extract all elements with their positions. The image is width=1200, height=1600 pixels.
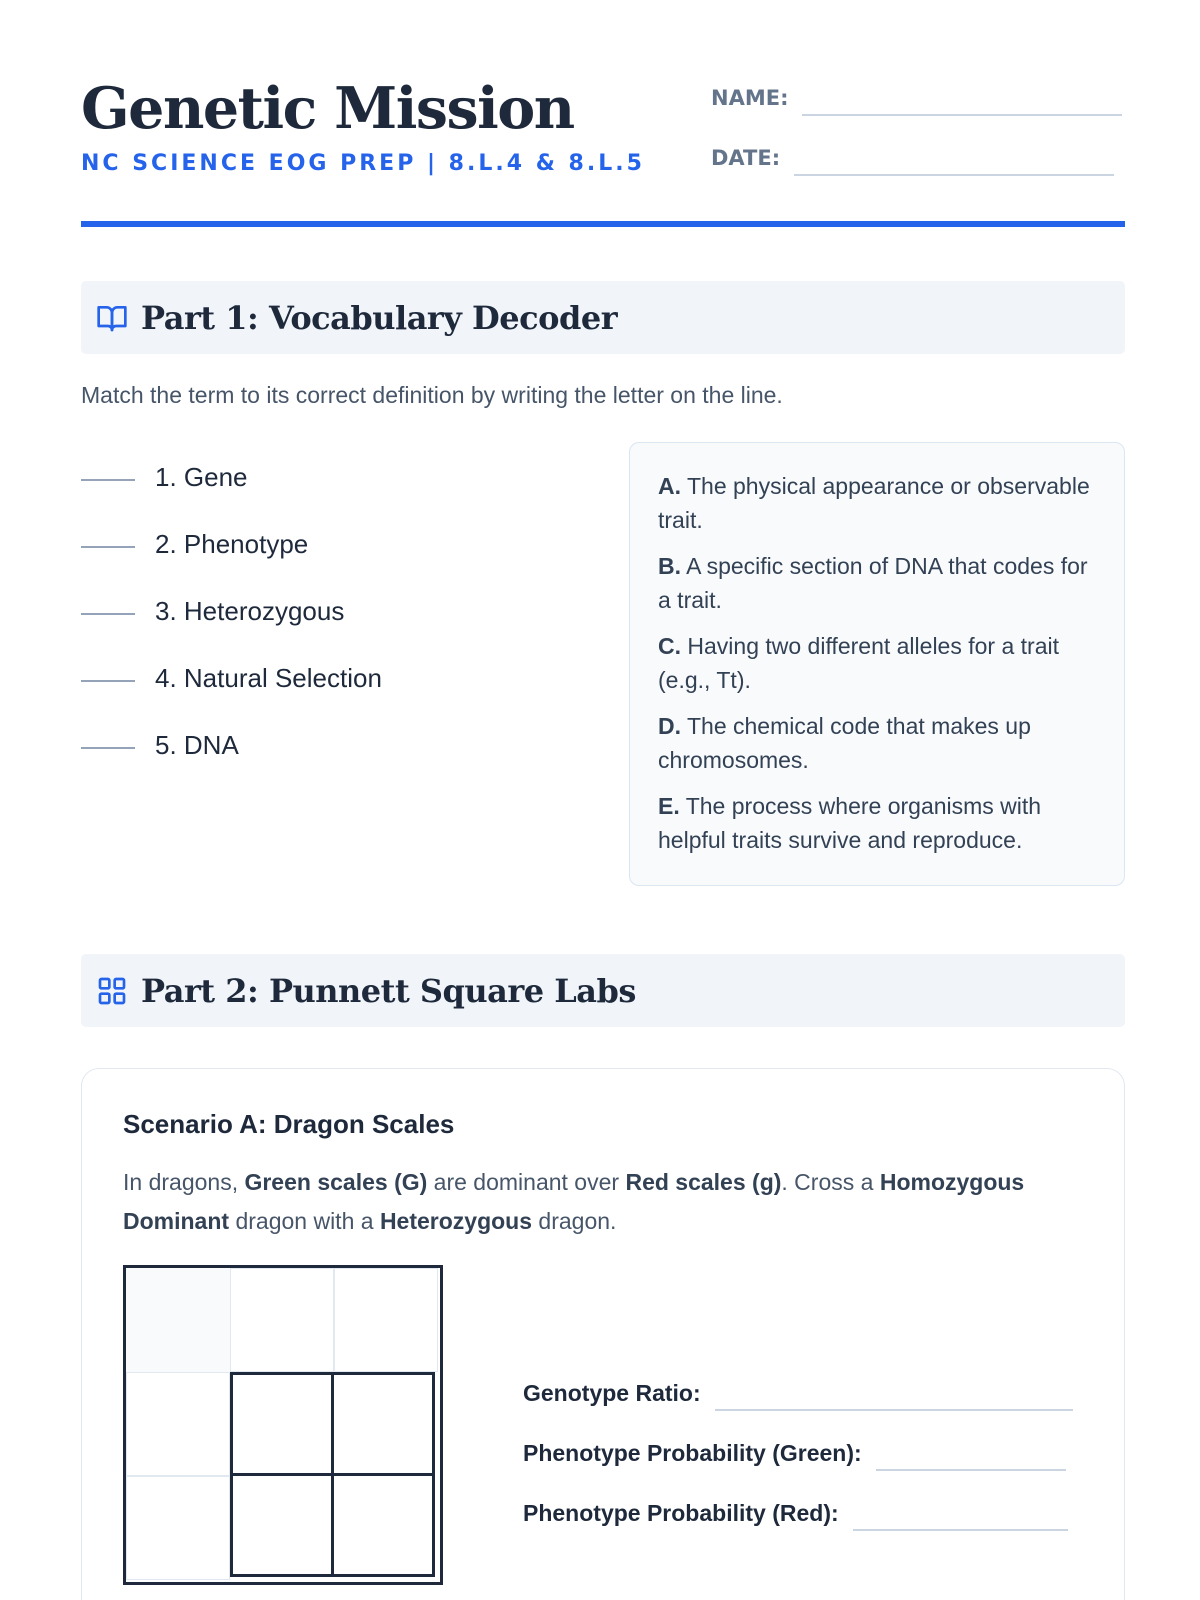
punnett-header-cell[interactable]: [126, 1372, 230, 1476]
answer-fields: [523, 1347, 1073, 1527]
answer-blank[interactable]: [81, 680, 135, 682]
term-label: 3. Heterozygous: [155, 596, 345, 626]
part2-header: [81, 954, 1125, 1027]
punnett-offspring-cell[interactable]: [230, 1473, 334, 1577]
term-item: [81, 444, 581, 511]
term-item: [81, 712, 581, 779]
grid-icon: [95, 974, 129, 1008]
definition-letter: B.: [658, 553, 681, 579]
definition-letter: E.: [658, 793, 680, 819]
header-divider: [81, 221, 1125, 227]
page-title: Genetic Mission: [81, 75, 574, 142]
definition-item: [658, 789, 1098, 857]
text-emphasis: Red scales (g): [625, 1169, 782, 1195]
definition-item: [658, 709, 1098, 777]
text-emphasis: Heterozygous: [379, 1208, 533, 1234]
genotype-ratio-field[interactable]: [523, 1347, 1073, 1407]
definition-text: A specific section of DNA that codes for a trait.: [658, 553, 1088, 613]
punnett-header-cell[interactable]: [334, 1268, 438, 1372]
phenotype-green-line[interactable]: [876, 1469, 1066, 1471]
part2-title: Part 2: Punnett Square Labs: [141, 971, 636, 1010]
text-run: dragon.: [532, 1208, 617, 1234]
scenario-title: Scenario A: Dragon Scales: [123, 1109, 455, 1139]
definition-letter: C.: [658, 633, 681, 659]
text-emphasis: Homozygous Dominant: [123, 1169, 1025, 1234]
answer-blank[interactable]: [81, 479, 135, 481]
definition-letter: D.: [658, 713, 681, 739]
scenario-description: [123, 1163, 1083, 1241]
book-open-icon: [95, 301, 129, 335]
genotype-ratio-label: Genotype Ratio:: [523, 1380, 701, 1406]
term-label: 2. Phenotype: [155, 529, 309, 559]
phenotype-red-label: Phenotype Probability (Red):: [523, 1500, 839, 1526]
definition-item: [658, 549, 1098, 617]
punnett-offspring-cell[interactable]: [331, 1473, 435, 1577]
phenotype-green-label: Phenotype Probability (Green):: [523, 1440, 862, 1466]
page-subtitle: NC SCIENCE EOG PREP | 8.L.4 & 8.L.5: [81, 151, 645, 176]
punnett-header-cell[interactable]: [126, 1476, 230, 1580]
name-label: NAME:: [711, 86, 789, 110]
text-run: are dominant over: [427, 1169, 626, 1195]
answer-blank[interactable]: [81, 613, 135, 615]
part1-header: [81, 281, 1125, 354]
date-label: DATE:: [711, 146, 781, 170]
term-item: [81, 578, 581, 645]
term-item: [81, 511, 581, 578]
punnett-header-cell[interactable]: [230, 1268, 334, 1372]
term-item: [81, 645, 581, 712]
term-list: [81, 444, 581, 779]
phenotype-red-line[interactable]: [853, 1529, 1068, 1531]
date-field[interactable]: [711, 146, 1114, 170]
punnett-square: [123, 1265, 443, 1585]
definition-item: [658, 629, 1098, 697]
punnett-corner-cell: [126, 1268, 230, 1372]
definition-text: The process where organisms with helpful traits survive and reproduce.: [658, 793, 1042, 853]
definition-letter: A.: [658, 473, 681, 499]
definition-text: Having two different alleles for a trait (e.g., Tt).: [658, 633, 1059, 693]
name-field[interactable]: [711, 86, 1122, 110]
term-label: 4. Natural Selection: [155, 663, 382, 693]
date-input-line[interactable]: [794, 174, 1114, 176]
phenotype-green-field[interactable]: [523, 1407, 1073, 1467]
answer-blank[interactable]: [81, 546, 135, 548]
text-emphasis: Green scales (G): [244, 1169, 428, 1195]
worksheet-header: [81, 0, 1125, 228]
text-run: dragon with a: [229, 1208, 380, 1234]
phenotype-red-field[interactable]: [523, 1467, 1073, 1527]
text-run: In dragons,: [123, 1169, 245, 1195]
punnett-offspring-cell[interactable]: [331, 1372, 435, 1476]
name-input-line[interactable]: [802, 114, 1122, 116]
text-run: . Cross a: [781, 1169, 880, 1195]
term-label: 1. Gene: [155, 462, 248, 492]
part1-instructions: Match the term to its correct definition by writing the letter on the line.: [81, 382, 783, 408]
part1-title: Part 1: Vocabulary Decoder: [141, 298, 618, 337]
definition-text: The physical appearance or observable trait.: [658, 473, 1090, 533]
genotype-ratio-line[interactable]: [715, 1409, 1073, 1411]
definition-text: The chemical code that makes up chromosomes.: [658, 713, 1031, 773]
definitions-box: [629, 442, 1125, 886]
definition-item: [658, 469, 1098, 537]
punnett-offspring-cell[interactable]: [230, 1372, 334, 1476]
term-label: 5. DNA: [155, 730, 239, 760]
answer-blank[interactable]: [81, 747, 135, 749]
scenario-card: [81, 1068, 1125, 1600]
